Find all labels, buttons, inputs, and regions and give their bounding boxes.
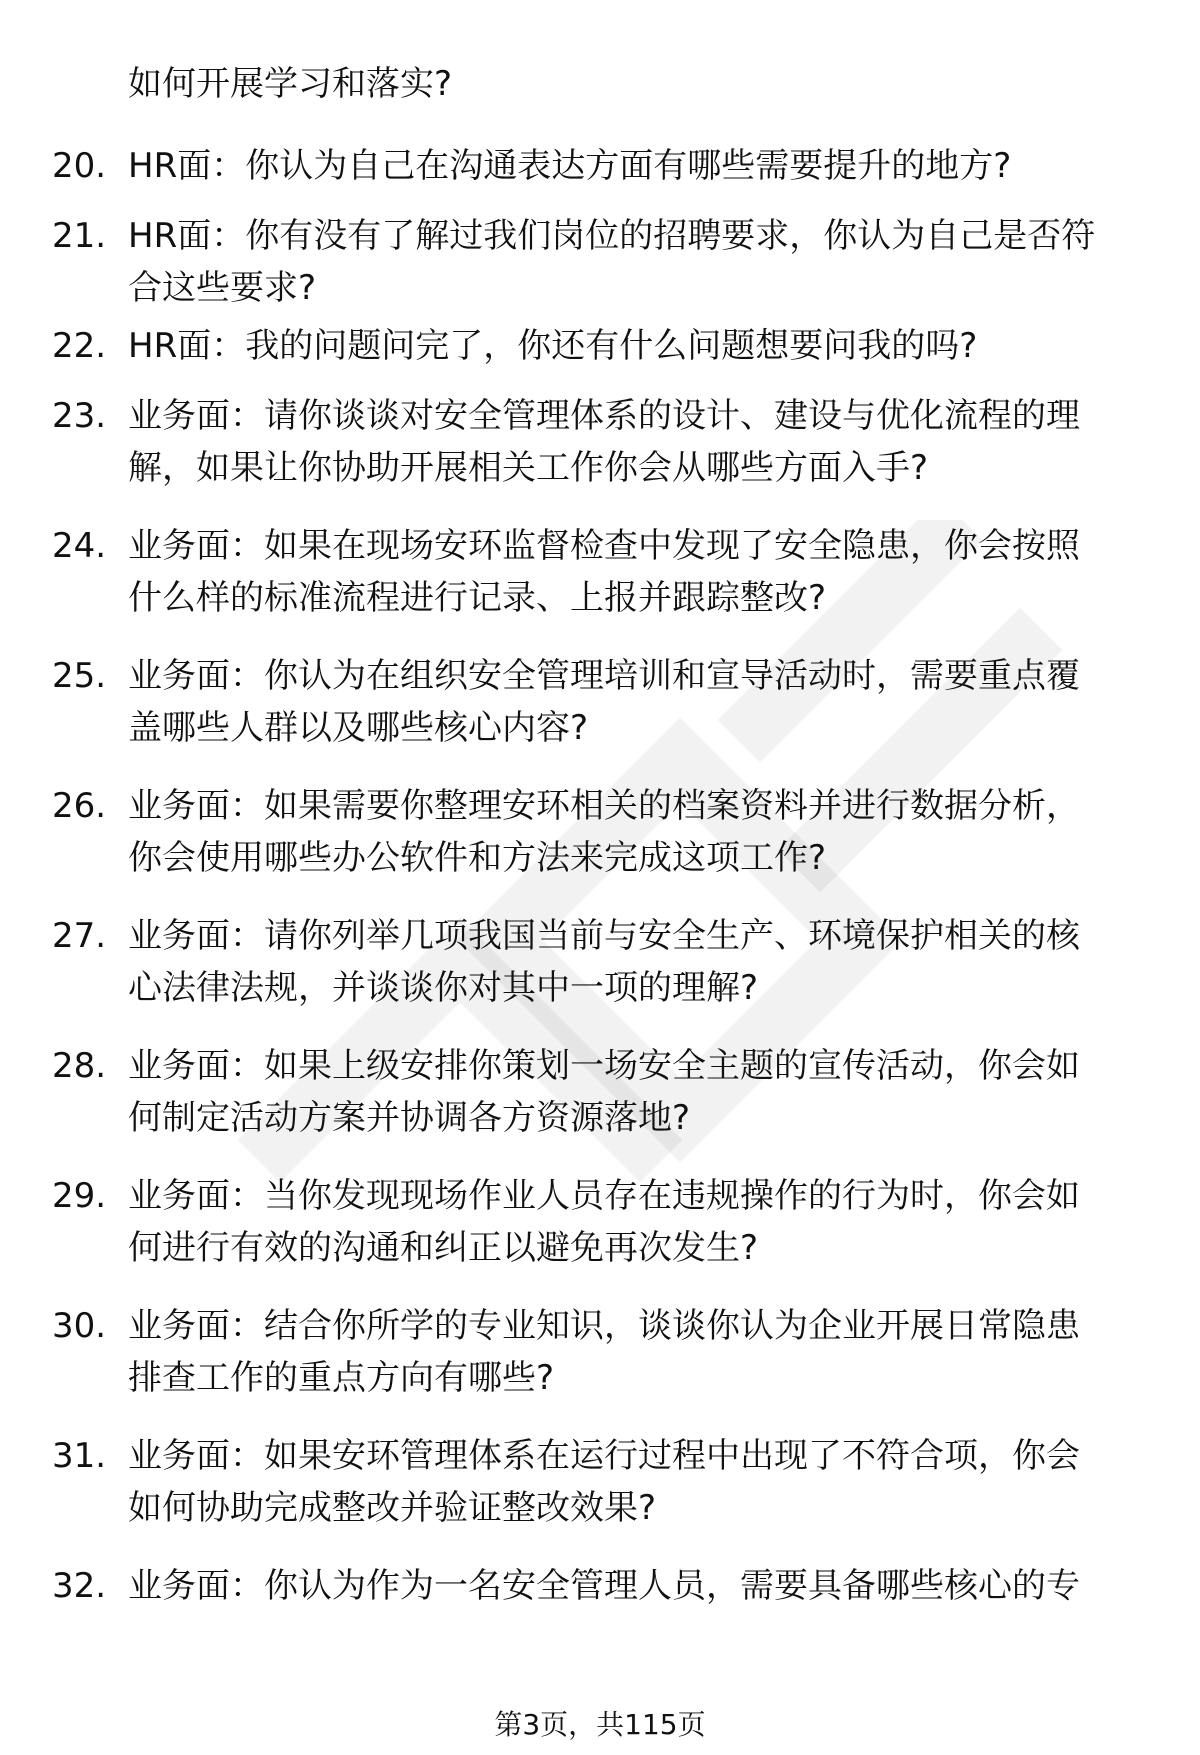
question-number: 20. [52, 146, 107, 186]
question-text-line: 业务面：请你谈谈对安全管理体系的设计、建设与优化流程的理 [128, 396, 1080, 436]
question-text-line: 何进行有效的沟通和纠正以避免再次发生? [128, 1228, 759, 1268]
question-text [128, 320, 1160, 372]
question-number: 32. [52, 1566, 107, 1606]
question-text-line: 业务面：如果安环管理体系在运行过程中出现了不符合项，你会 [128, 1436, 1080, 1476]
question-text-line: 业务面：结合你所学的专业知识，谈谈你认为企业开展日常隐患 [128, 1306, 1080, 1346]
question-text [128, 520, 1160, 624]
question-text [128, 1040, 1160, 1144]
question-text [128, 910, 1160, 1014]
question-text [128, 780, 1160, 884]
question-text-line: 业务面：如果在现场安环监督检查中发现了安全隐患，你会按照 [128, 526, 1080, 566]
question-text-line: HR面：你认为自己在沟通表达方面有哪些需要提升的地方? [128, 146, 1012, 186]
question-text-line: 什么样的标准流程进行记录、上报并跟踪整改? [128, 578, 827, 618]
page-footer: 第3页，共115页 [494, 1708, 706, 1741]
question-text-line: 何制定活动方案并协调各方资源落地? [128, 1098, 691, 1138]
question-text [128, 1430, 1160, 1534]
question-number: 27. [52, 916, 107, 956]
question-number: 30. [52, 1306, 107, 1346]
question-number: 22. [52, 326, 107, 366]
question-text-line: 业务面：你认为作为一名安全管理人员，需要具备哪些核心的专 [128, 1566, 1080, 1606]
question-text-line: 你会使用哪些办公软件和方法来完成这项工作? [128, 838, 827, 878]
question-text-line: 如何协助完成整改并验证整改效果? [128, 1488, 657, 1528]
question-text [128, 650, 1160, 754]
continuation-line: 如何开展学习和落实? [128, 64, 453, 104]
question-number: 26. [52, 786, 107, 826]
question-text-line: HR面：我的问题问完了，你还有什么问题想要问我的吗? [128, 326, 978, 366]
question-text-line: 业务面：如果需要你整理安环相关的档案资料并进行数据分析， [128, 786, 1080, 826]
question-text-line: 业务面：请你列举几项我国当前与安全生产、环境保护相关的核 [128, 916, 1080, 956]
question-number: 28. [52, 1046, 107, 1086]
question-number: 31. [52, 1436, 107, 1476]
question-number: 21. [52, 216, 107, 256]
question-text-line: 业务面：如果上级安排你策划一场安全主题的宣传活动，你会如 [128, 1046, 1080, 1086]
question-number: 23. [52, 396, 107, 436]
question-text-line: 盖哪些人群以及哪些核心内容? [128, 708, 589, 748]
question-number: 24. [52, 526, 107, 566]
question-text-line: 解，如果让你协助开展相关工作你会从哪些方面入手? [128, 448, 929, 488]
question-text-line: 合这些要求? [128, 268, 317, 308]
question-text [128, 1170, 1160, 1274]
question-text-line: HR面：你有没有了解过我们岗位的招聘要求，你认为自己是否符 [128, 216, 1096, 256]
question-text-line: 业务面：你认为在组织安全管理培训和宣导活动时，需要重点覆 [128, 656, 1080, 696]
question-text [128, 1300, 1160, 1404]
question-text [128, 1560, 1160, 1612]
question-number: 25. [52, 656, 107, 696]
question-text-line: 业务面：当你发现现场作业人员存在违规操作的行为时，你会如 [128, 1176, 1080, 1216]
question-text [128, 140, 1160, 192]
question-text [128, 390, 1160, 494]
question-text-line: 排查工作的重点方向有哪些? [128, 1358, 555, 1398]
question-text-line: 心法律法规，并谈谈你对其中一项的理解? [128, 968, 759, 1008]
question-number: 29. [52, 1176, 107, 1216]
question-text [128, 210, 1160, 314]
